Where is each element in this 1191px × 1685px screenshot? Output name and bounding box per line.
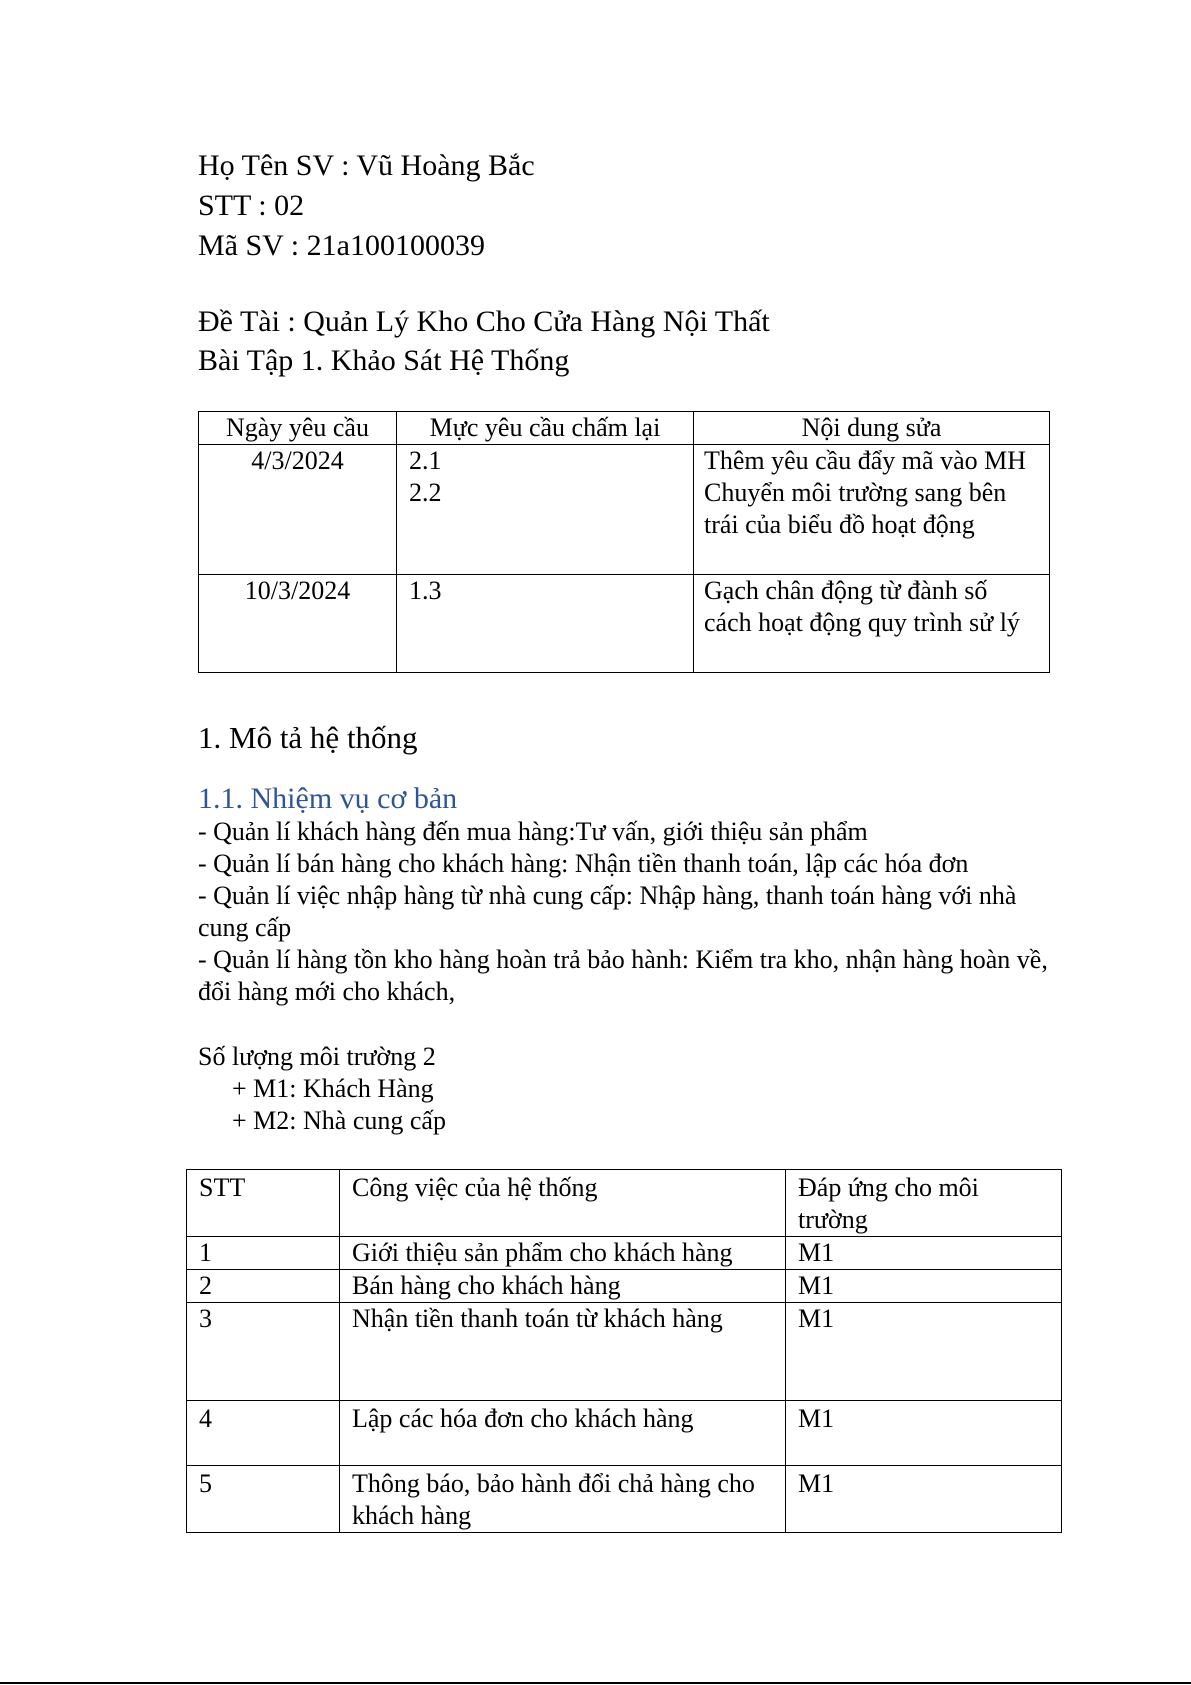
row-task: Nhận tiền thanh toán từ khách hàng <box>340 1303 786 1401</box>
list-item: - Quản lí khách hàng đến mua hàng:Tư vấn, giới thiệu sản phẩm <box>198 817 868 846</box>
row-stt: 1 <box>187 1237 340 1270</box>
revision-content-line: Chuyển môi trường sang bên trái của biểu đồ hoạt động <box>704 478 1007 539</box>
subsection-heading: 1.1. Nhiệm vụ cơ bản <box>198 782 458 815</box>
system-tasks-table <box>186 1169 1062 1533</box>
environment-item: + M1: Khách Hàng <box>232 1074 434 1103</box>
revision-header-content: Nội dung sửa <box>694 412 1050 445</box>
topic-title: Đề Tài : Quản Lý Kho Cho Cửa Hàng Nội Thất <box>198 305 770 338</box>
row-task: Giới thiệu sản phẩm cho khách hàng <box>340 1237 786 1270</box>
revision-items <box>397 445 694 575</box>
revision-date: 4/3/2024 <box>199 445 397 575</box>
table-row <box>187 1401 1062 1466</box>
revision-items <box>397 575 694 673</box>
header-stt: STT <box>187 1170 340 1237</box>
table-row <box>187 1303 1062 1401</box>
row-env: M1 <box>786 1237 1062 1270</box>
table-row <box>187 1237 1062 1270</box>
list-item: - Quản lí hàng tồn kho hàng hoàn trả bảo hành: Kiểm tra kho, nhận hàng hoàn về, đổi hàng mới cho khách, <box>198 945 1048 1006</box>
student-id: Mã SV : 21a100100039 <box>198 229 485 262</box>
row-stt: 2 <box>187 1270 340 1303</box>
revision-header-date: Ngày yêu cầu <box>199 412 397 445</box>
revision-item: 1.3 <box>409 576 442 605</box>
table-row <box>187 1466 1062 1533</box>
row-stt: 4 <box>187 1401 340 1466</box>
environment-item: + M2: Nhà cung cấp <box>232 1106 446 1135</box>
table-row <box>199 575 1050 673</box>
revision-date: 10/3/2024 <box>199 575 397 673</box>
revision-item: 2.2 <box>409 478 442 507</box>
row-stt: 5 <box>187 1466 340 1533</box>
header-task: Công việc của hệ thống <box>340 1170 786 1237</box>
row-env: M1 <box>786 1303 1062 1401</box>
row-stt: 3 <box>187 1303 340 1401</box>
row-env: M1 <box>786 1270 1062 1303</box>
row-env: M1 <box>786 1466 1062 1533</box>
basic-tasks-list <box>198 816 1048 1008</box>
page-bottom-rule <box>0 1682 1191 1684</box>
exercise-title: Bài Tập 1. Khảo Sát Hệ Thống <box>198 344 570 377</box>
revision-table <box>198 411 1050 673</box>
environment-count: Số lượng môi trường 2 <box>198 1042 436 1071</box>
revision-content-line: Thêm yêu cầu đẩy mã vào MH <box>704 446 1027 475</box>
list-item: - Quản lí việc nhập hàng từ nhà cung cấp: Nhập hàng, thanh toán hàng với nhà cung cấp <box>198 881 1017 942</box>
revision-content <box>694 445 1050 575</box>
section-heading: 1. Mô tả hệ thống <box>198 720 418 755</box>
revision-content <box>694 575 1050 673</box>
revision-header-items: Mực yêu cầu chấm lại <box>397 412 694 445</box>
row-task: Thông báo, bảo hành đổi chả hàng cho khách hàng <box>340 1466 786 1533</box>
row-task: Lập các hóa đơn cho khách hàng <box>340 1401 786 1466</box>
revision-item: 2.1 <box>409 446 442 475</box>
student-name: Họ Tên SV : Vũ Hoàng Bắc <box>198 149 535 182</box>
header-env: Đáp ứng cho môi trường <box>786 1170 1062 1237</box>
row-env: M1 <box>786 1401 1062 1466</box>
revision-table-header <box>199 412 1050 445</box>
row-task: Bán hàng cho khách hàng <box>340 1270 786 1303</box>
revision-content-line: Gạch chân động từ đành số cách hoạt động quy trình sử lý <box>704 576 1020 637</box>
table-row <box>199 445 1050 575</box>
list-item: - Quản lí bán hàng cho khách hàng: Nhận tiền thanh toán, lập các hóa đơn <box>198 849 969 878</box>
table-row <box>187 1270 1062 1303</box>
student-number: STT : 02 <box>198 189 305 222</box>
system-tasks-header <box>187 1170 1062 1237</box>
